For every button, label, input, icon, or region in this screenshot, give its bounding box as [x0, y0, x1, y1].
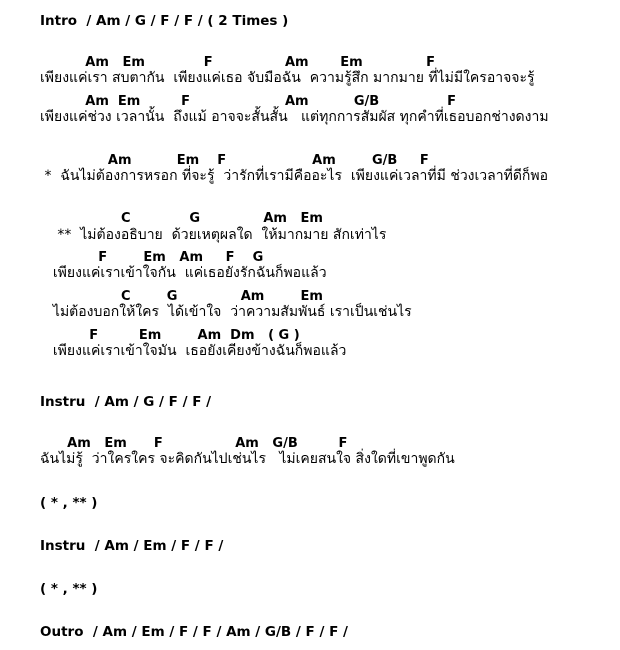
chord-line: F Em Am Dm ( G ): [44, 327, 300, 343]
spacer-before-outro-2: [0, 617, 620, 624]
chord-line: C G Am Em: [44, 288, 323, 304]
chord-line: C G Am Em: [44, 211, 323, 227]
verse-1: [0, 56, 620, 127]
lyric-line: ฉันไม่รู้ ว่าใครใคร จะคิดกันไปเช่นไร ไม่เคยสนใจ สิ่งใดที่เขาพูดกัน: [40, 450, 455, 467]
intro-block: [0, 13, 620, 29]
instru-block-1: [0, 394, 620, 410]
chord-line: Am Em F Am G/B F: [40, 93, 456, 109]
lyric-line: * ฉันไม่ต้องการหรอก ที่จะรู้ ว่ารักที่เรามีคืออะไร เพียงแค่เวลาที่มี ช่วงเวลาที่ดีก็พอ: [40, 167, 549, 184]
repeat-label-2: ( * , ** ): [40, 581, 98, 598]
spacer-before-repeat2-2: [0, 574, 620, 581]
instru-label-1: Instru / Am / G / F / F /: [40, 393, 212, 410]
chord-line: F Em Am F G: [44, 250, 264, 266]
spacer-before-instru2-2: [0, 531, 620, 538]
spacer-before-repeat1: [0, 468, 620, 488]
spacer-before-chorus: [0, 127, 620, 147]
instru-block-2: [0, 538, 620, 554]
intro-label: Intro / Am / G / F / F / ( 2 Times ): [40, 13, 289, 29]
chord-line: Am Em F Am G/B F: [40, 435, 348, 451]
chorus-star: [0, 154, 620, 186]
lyric-line: เพียงแค่ช่วง เวลานั้น ถึงแม้ อาจจะสั้นสั้น แต่ทุกการสัมผัส ทุกคำที่เธอบอกช่างดงาม: [40, 109, 549, 126]
lyric-line: ** ไม่ต้องอธิบาย ด้วยเหตุผลใด ให้มากมาย สักเท่าไร: [44, 226, 387, 243]
spacer-before-instru1: [0, 361, 620, 381]
chord-line: Am Em F Am Em F: [40, 55, 435, 70]
lyric-line: เพียงแค่เราเข้าใจมัน เธอยังเคียงข้างฉันก็พอแล้ว: [44, 343, 347, 360]
outro-label: Outro / Am / Em / F / F / Am / G/B / F / F /: [40, 624, 348, 641]
lyric-line: เพียงแค่เราเข้าใจกัน แค่เธอยังรักฉันก็พอแล้ว: [44, 265, 327, 282]
outro-block: [0, 624, 620, 640]
spacer-before-instru1-2: [0, 381, 620, 394]
top-spacer: [0, 0, 620, 13]
lyric-line: ไม่ต้องบอกให้ใคร ได้เข้าใจ ว่าความสัมพันธ์ เราเป็นเช่นไร: [44, 304, 412, 321]
spacer-before-repeat1-2: [0, 488, 620, 495]
spacer-after-intro: [0, 29, 620, 49]
spacer-before-instru2: [0, 511, 620, 531]
spacer-before-repeat2: [0, 554, 620, 574]
spacer-before-verse2: [0, 410, 620, 430]
repeat-mark-1: [0, 495, 620, 511]
instru-label-2: Instru / Am / Em / F / F /: [40, 538, 224, 555]
repeat-label-1: ( * , ** ): [40, 495, 98, 512]
verse-2: [0, 437, 620, 469]
repeat-mark-2: [0, 581, 620, 597]
lyric-line: เพียงแค่เรา สบตากัน เพียงแค่เธอ จับมือฉัน ความรู้สึก มากมาย ที่ไม่มีใครอาจจะรู้: [40, 70, 535, 87]
chorus-doublestar: [0, 212, 620, 360]
spacer-before-chorus2: [0, 185, 620, 205]
chord-line: Am Em F Am G/B F: [40, 152, 429, 168]
spacer-before-outro: [0, 597, 620, 617]
